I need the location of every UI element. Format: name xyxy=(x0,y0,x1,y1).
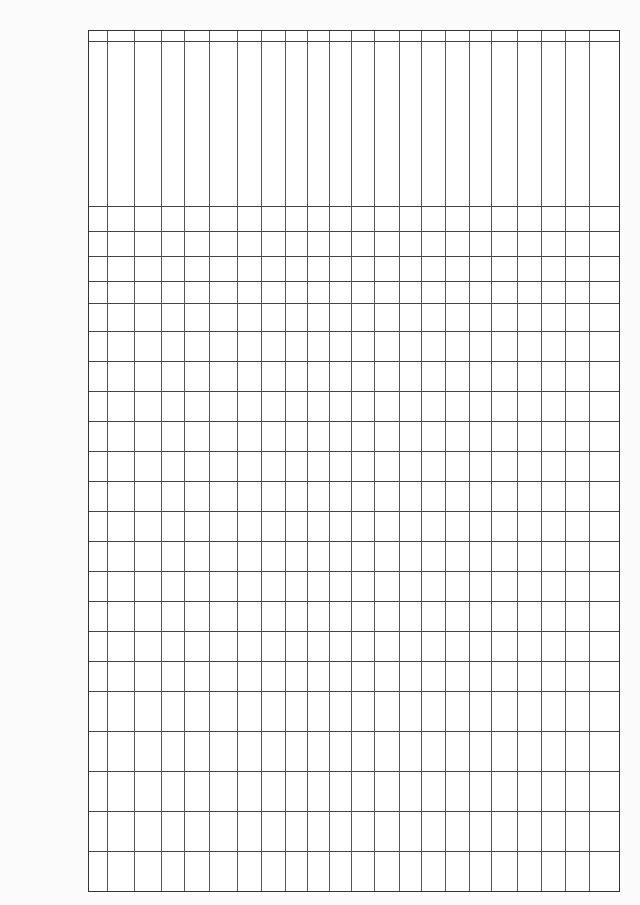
table-rule xyxy=(89,731,619,732)
table-grid xyxy=(89,31,619,891)
table-rule xyxy=(89,571,619,572)
table-rule xyxy=(89,771,619,772)
table-rule xyxy=(89,256,619,257)
table-rule xyxy=(89,421,619,422)
table-rule xyxy=(89,601,619,602)
table-column-rule xyxy=(565,31,566,891)
table-rule xyxy=(89,811,619,812)
table-column-rule xyxy=(134,31,135,891)
table-rule xyxy=(89,361,619,362)
table-column-rule xyxy=(285,31,286,891)
table-column-rule xyxy=(374,31,375,891)
table-column-rule xyxy=(589,31,590,891)
table-rule xyxy=(89,481,619,482)
table-rule xyxy=(89,281,619,282)
table-column-rule xyxy=(161,31,162,891)
table-column-rule xyxy=(329,31,330,891)
table-rule xyxy=(89,303,619,304)
table-column-rule xyxy=(261,31,262,891)
table-column-rule xyxy=(351,31,352,891)
table-rule xyxy=(89,451,619,452)
table-column-rule xyxy=(107,31,108,891)
table-column-rule xyxy=(184,31,185,891)
table-column-rule xyxy=(541,31,542,891)
table-rule xyxy=(89,511,619,512)
table-column-rule xyxy=(491,31,492,891)
table-column-rule xyxy=(237,31,238,891)
table-rule xyxy=(89,41,619,42)
table-rule xyxy=(89,631,619,632)
table-rule xyxy=(89,206,619,207)
table-rule xyxy=(89,691,619,692)
table-column-rule xyxy=(517,31,518,891)
table-rule xyxy=(89,541,619,542)
table-column-rule xyxy=(421,31,422,891)
table-column-rule xyxy=(399,31,400,891)
table-column-rule xyxy=(209,31,210,891)
table-column-rule xyxy=(469,31,470,891)
table-rule xyxy=(89,391,619,392)
table-column-rule xyxy=(445,31,446,891)
table-rule xyxy=(89,661,619,662)
table-column-rule xyxy=(307,31,308,891)
table-rule xyxy=(89,331,619,332)
table-rule xyxy=(89,851,619,852)
budget-table xyxy=(88,30,620,892)
table-rule xyxy=(89,231,619,232)
